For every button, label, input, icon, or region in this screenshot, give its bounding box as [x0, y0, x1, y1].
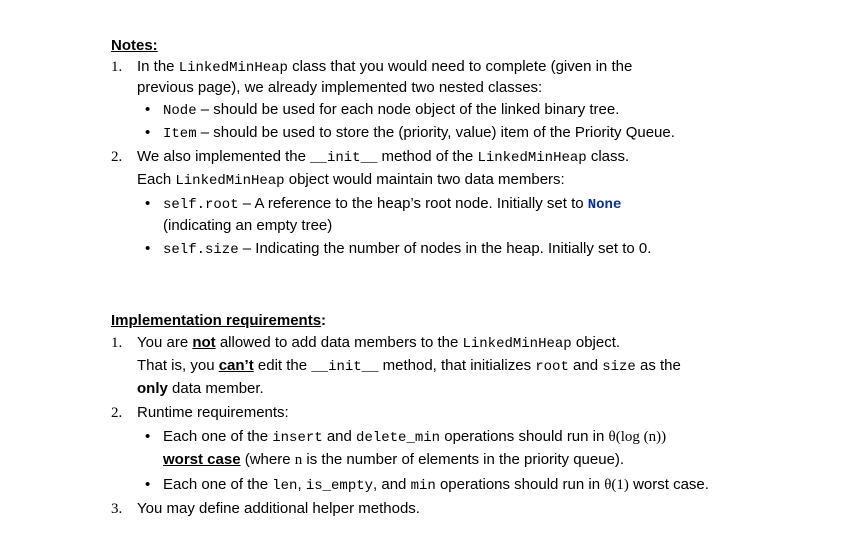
bullet-icon: • [145, 124, 151, 141]
notes-item1-number: 1. [111, 59, 123, 75]
notes-item1-line1: In the LinkedMinHeap class that you would need to complete (given in the [137, 58, 633, 76]
code-delete-min: delete_min [356, 430, 441, 446]
notes-item2-bullet1: self.root – A reference to the heap’s root node. Initially set to None [163, 195, 622, 213]
impl-item1-line1: You are not allowed to add data members to the LinkedMinHeap object. [137, 334, 621, 352]
code-init: __init__ [311, 359, 379, 375]
notes-item1-bullet1: Node – should be used for each node object of the linked binary tree. [163, 101, 620, 119]
impl-item2-bullet2: Each one of the len, is_empty, and min operations should run in θ(1) worst case. [163, 476, 709, 494]
code-self-root: self.root [163, 197, 239, 213]
code-root: root [535, 359, 569, 375]
impl-item1-line3: only data member. [137, 380, 264, 397]
notes-item2-line1: We also implemented the __init__ method of the LinkedMinHeap class. [137, 148, 630, 166]
emphasis-only: only [137, 380, 168, 397]
code-self-size: self.size [163, 242, 239, 258]
notes-heading: Notes: [111, 37, 158, 54]
code-linkedminheap: LinkedMinHeap [178, 60, 288, 76]
bullet-icon: • [145, 101, 151, 118]
code-is-empty: is_empty [305, 478, 374, 494]
impl-item2-line1: Runtime requirements: [137, 404, 289, 421]
notes-item1-bullet2: Item – should be used to store the (priority, value) item of the Priority Queue. [163, 124, 675, 142]
impl-heading: Implementation requirements: [111, 312, 327, 329]
code-item: Item [163, 126, 197, 142]
bullet-icon: • [145, 428, 151, 445]
emphasis-worst-case: worst case [163, 451, 241, 468]
keyword-none: None [587, 197, 622, 213]
code-insert: insert [272, 430, 323, 446]
notes-item2-bullet2: self.size – Indicating the number of nodes in the heap. Initially set to 0. [163, 240, 652, 258]
math-theta-log-n: θ(log (n)) [608, 429, 667, 445]
emphasis-not: not [192, 334, 216, 351]
impl-item2-bullet1: Each one of the insert and delete_min operations should run in θ(log (n)) [163, 428, 667, 446]
emphasis-cant: can’t [218, 357, 254, 374]
math-n: n [294, 452, 303, 468]
bullet-icon: • [145, 195, 151, 212]
impl-item3-number: 3. [111, 501, 123, 517]
impl-item3-line1: You may define additional helper methods. [137, 500, 420, 517]
impl-item1-line2: That is, you can’t edit the __init__ method, that initializes root and size as the [137, 357, 681, 375]
code-node: Node [163, 103, 197, 119]
impl-item2-number: 2. [111, 405, 123, 421]
bullet-icon: • [145, 240, 151, 257]
notes-item2-bullet1-line2: (indicating an empty tree) [163, 217, 333, 234]
code-linkedminheap: LinkedMinHeap [462, 336, 572, 352]
code-len: len [272, 478, 298, 494]
bullet-icon: • [145, 476, 151, 493]
notes-item2-number: 2. [111, 149, 123, 165]
impl-item1-number: 1. [111, 335, 123, 351]
code-size: size [602, 359, 636, 375]
impl-item2-bullet1-line2: worst case (where n is the number of elements in the priority queue). [163, 451, 625, 468]
notes-item2-line2: Each LinkedMinHeap object would maintain two data members: [137, 171, 565, 189]
code-init: __init__ [310, 150, 378, 166]
math-theta-1: θ(1) [604, 477, 629, 493]
code-linkedminheap: LinkedMinHeap [477, 150, 587, 166]
code-linkedminheap: LinkedMinHeap [175, 173, 285, 189]
code-min: min [410, 478, 436, 494]
notes-item1-line2: previous page), we already implemented two nested classes: [137, 79, 543, 96]
